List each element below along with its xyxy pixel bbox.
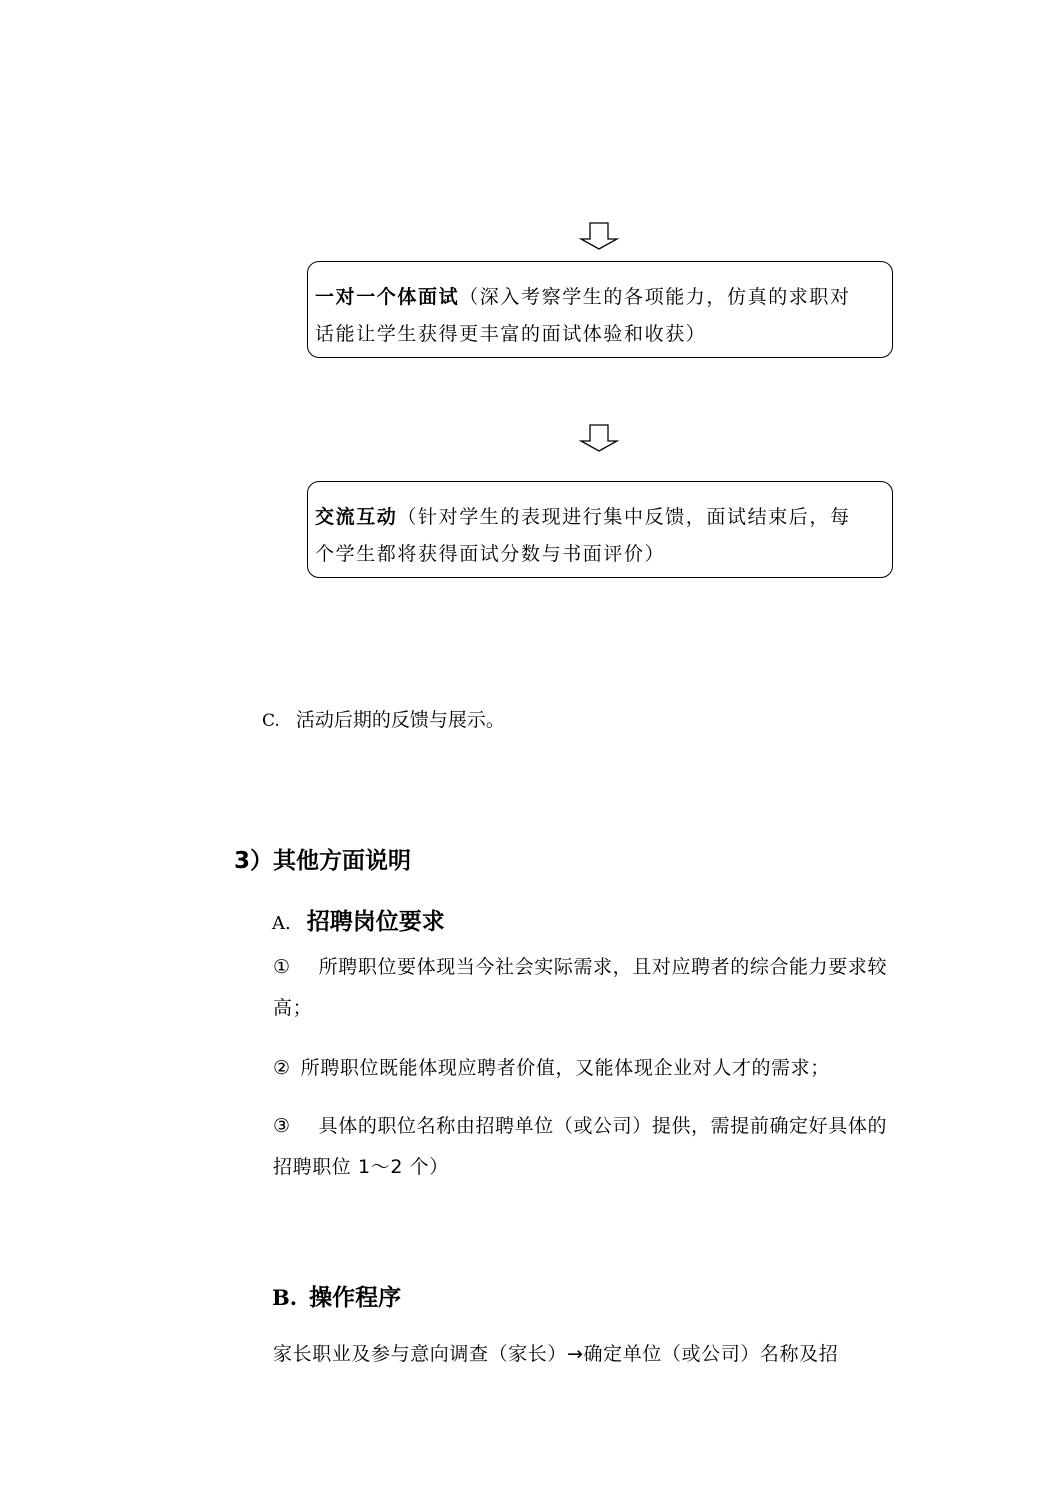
item-number: ② [273,1057,291,1079]
requirement-item [273,1106,893,1188]
requirement-item [273,947,893,1029]
section-c-text: 活动后期的反馈与展示。 [295,709,505,731]
flow-box-interaction [307,481,893,578]
item-text: 所聘职位既能体现应聘者价值，又能体现企业对人才的需求； [300,1057,830,1079]
section-3-heading: 3）其他方面说明 [234,848,412,874]
section-a-marker: A. [272,913,291,934]
section-b-marker: B. [272,1285,298,1310]
section-c-line [262,708,505,733]
flow-box-interview [307,261,893,358]
flow-box-title: 一对一个体面试 [315,286,460,308]
section-a-title: 招聘岗位要求 [306,909,445,935]
item-number: ① [273,956,291,978]
item-text: 所聘职位要体现当今社会实际需求，且对应聘者的综合能力要求较高； [273,956,888,1019]
section-a-heading [272,903,445,936]
section-b-heading [272,1279,401,1312]
item-text: 具体的职位名称由招聘单位（或公司）提供，需提前确定好具体的招聘职位 1～2 个） [273,1115,888,1178]
section-c-marker: C. [262,711,280,731]
flow-box-title: 交流互动 [315,506,398,528]
item-number: ③ [273,1115,291,1137]
flow-box-body: （深入考察学生的各项能力，仿真的求职对话能让学生获得更丰富的面试体验和收获） [315,286,851,345]
section-b-title: 操作程序 [309,1285,402,1311]
down-arrow-icon [579,424,619,452]
section-b-text: 家长职业及参与意向调查（家长）→确定单位（或公司）名称及招 [273,1343,839,1365]
flow-box-body: （针对学生的表现进行集中反馈，面试结束后，每个学生都将获得面试分数与书面评价） [315,506,851,565]
requirement-item [273,1048,893,1089]
down-arrow-icon [579,222,619,250]
